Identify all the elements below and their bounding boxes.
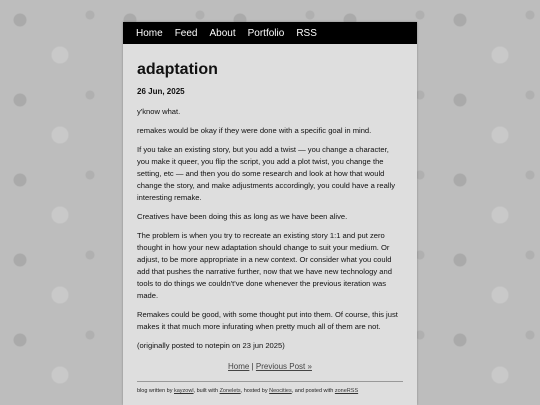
post-date: 26 Jun, 2025 xyxy=(137,87,185,96)
nav-about-link[interactable]: About xyxy=(209,27,236,39)
footer-divider xyxy=(137,381,403,382)
footer-author-link[interactable]: kayzowl xyxy=(174,388,194,394)
post-paragraph: remakes would be okay if they were done with a specific goal in mind. xyxy=(137,126,372,135)
footer-text: , built with xyxy=(193,388,219,394)
post-title: adaptation xyxy=(137,61,218,78)
footer-text: , and posted with xyxy=(291,388,334,394)
footer-host-link[interactable]: Neocities xyxy=(269,388,292,394)
post-content xyxy=(123,61,417,394)
post-paragraph: Remakes could be good, with some thought put into them. Of course, this just makes it that much more infurating when pretty much all of them are not. xyxy=(137,310,398,331)
nav-rss-link[interactable]: RSS xyxy=(296,27,317,39)
home-link[interactable]: Home xyxy=(228,362,250,371)
footer-text: , hosted by xyxy=(240,388,268,394)
footer xyxy=(137,388,403,394)
previous-post-link[interactable]: Previous Post » xyxy=(255,362,312,371)
post-paragraph: (originally posted to notepin on 23 jun 2025) xyxy=(137,341,285,350)
footer-builder-link[interactable]: Zonelets xyxy=(219,388,241,394)
top-nav xyxy=(123,22,417,44)
post-paragraph: y'know what. xyxy=(137,107,181,116)
postnav-separator: | xyxy=(251,362,254,371)
post-paragraph: Creatives have been doing this as long as we have been alive. xyxy=(137,212,348,221)
page-container xyxy=(123,22,417,405)
post-navigation xyxy=(137,362,403,371)
footer-text: blog written by xyxy=(137,388,173,394)
post-paragraph: The problem is when you try to recreate an existing story 1:1 and put zero thought in how your new adaptation should change to suit your medium. Or adjust, to be more appropriate in a new context. Or consider what you could add that pushes the narrative further, now that we have new technology and tools to do things we couldn't've done whenever the previous iteration was made. xyxy=(137,231,392,300)
nav-portfolio-link[interactable]: Portfolio xyxy=(247,27,285,39)
nav-home-link[interactable]: Home xyxy=(136,27,163,39)
footer-poster-link[interactable]: zoneRSS xyxy=(334,388,359,394)
nav-feed-link[interactable]: Feed xyxy=(174,27,198,39)
post-paragraph: If you take an existing story, but you add a twist — you change a character, you make it queer, you flip the script, you add a plot twist, you change the setting, etc — and then you do some research and look at how that would change the story, and make adjustments accordingly, you could have a really interesting remake. xyxy=(137,145,396,202)
